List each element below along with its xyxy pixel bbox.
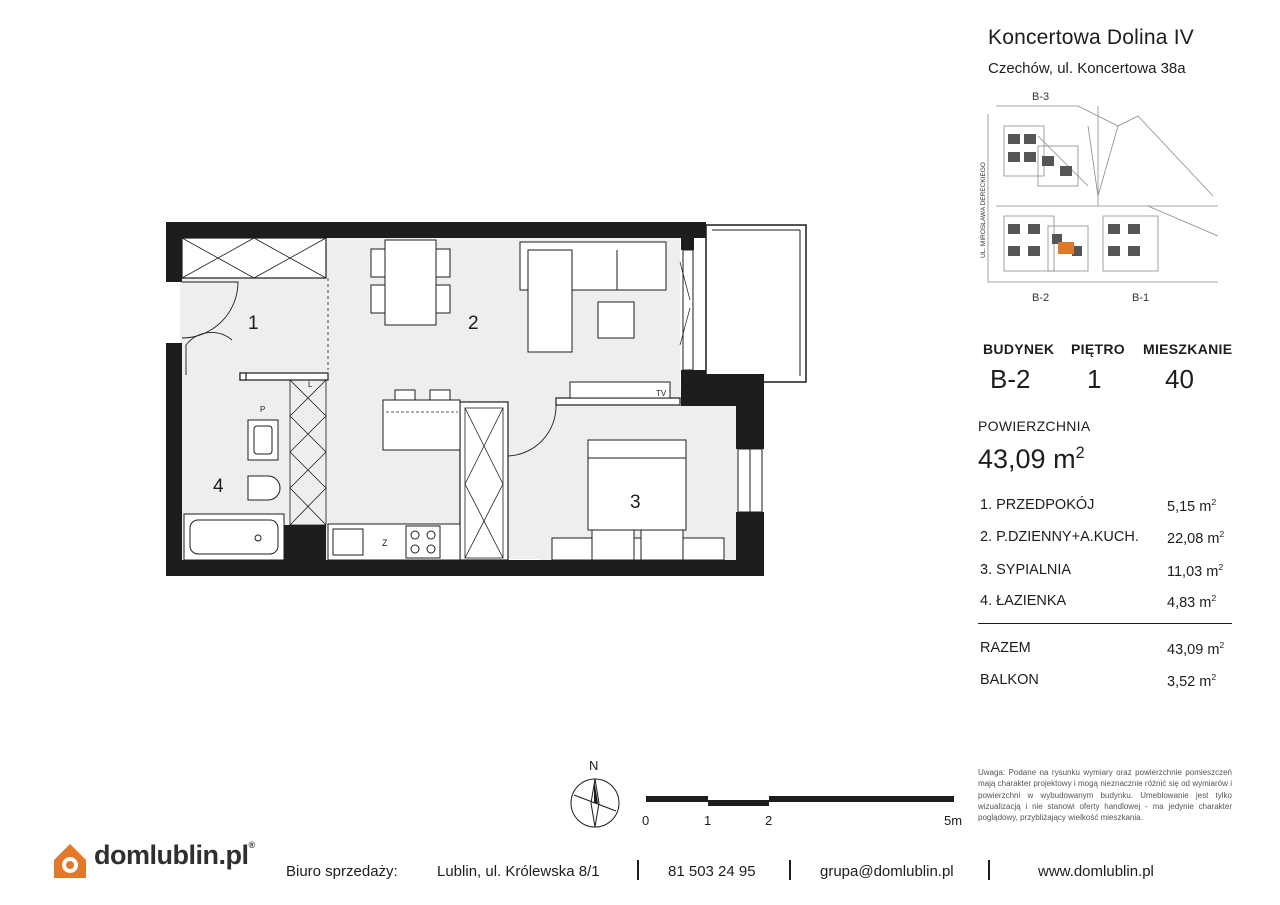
siteplan-label-b1: B-1 <box>1132 292 1150 304</box>
total-value: 43,09 $m^2$ <box>1167 640 1225 658</box>
room-4-area: 4,83 $m^2$ <box>1167 593 1217 611</box>
footer-separator <box>637 860 639 880</box>
room-label-4: 4 <box>213 476 224 497</box>
scale-label-0: 0 <box>642 813 650 828</box>
street-label: UL. MIROSŁAWA DERECKIEGO <box>980 162 987 258</box>
p-label: P <box>260 405 266 414</box>
floor-plan <box>160 215 820 585</box>
footer-separator <box>789 860 791 880</box>
disclaimer-note: Uwaga: Podane na rysunku wymiary oraz powierzchnie pomieszczeń mają charakter projektowy i mogą nieznacznie różnić się od wymiarów i powierzchni w wybudowanym budynku. Umeblowanie jest tylko wizualizacją i nie stanowi oferty handlowej - ma jedynie charakter poglądowy, przybliżający wielkość mieszkania. <box>978 768 1232 823</box>
scale-label-2: 2 <box>765 813 773 828</box>
scale-bar <box>640 792 960 808</box>
email-link[interactable]: grupa@domlublin.pl <box>820 863 954 880</box>
room-1-name: 1. PRZEDPOKÓJ <box>980 497 1095 513</box>
floor-header: PIĘTRO <box>1071 341 1125 357</box>
room-label-1: 1 <box>248 313 259 334</box>
balcony-value: 3,52 $m^2$ <box>1167 672 1217 690</box>
office-label: Biuro sprzedaży: <box>286 863 398 880</box>
siteplan-label-b3: B-3 <box>1032 91 1050 103</box>
compass-icon <box>568 755 624 831</box>
footer-separator <box>988 860 990 880</box>
room-2-area: 22,08 $m^2$ <box>1167 529 1225 547</box>
z-label: Z <box>382 538 388 548</box>
balcony <box>706 225 806 382</box>
site-plan <box>978 86 1222 306</box>
room-1-area: 5,15 $m^2$ <box>1167 497 1217 515</box>
total-name: RAZEM <box>980 640 1031 656</box>
room-4-name: 4. ŁAZIENKA <box>980 593 1067 609</box>
room-label-3: 3 <box>630 492 641 513</box>
balcony-name: BALKON <box>980 672 1039 688</box>
building-header: BUDYNEK <box>983 341 1055 357</box>
scale-label-5m: 5m <box>944 813 963 828</box>
office-address: Lublin, ul. Królewska 8/1 <box>437 863 600 880</box>
l-label: L <box>308 380 313 389</box>
area-header: POWIERZCHNIA <box>978 418 1091 434</box>
logo-text: domlublin.pl® <box>94 840 255 870</box>
compass-n: N <box>589 758 599 773</box>
house-logo-icon <box>50 840 90 880</box>
phone[interactable]: 81 503 24 95 <box>668 863 756 880</box>
tv-label: TV <box>656 389 667 398</box>
total-area: 43,09 $m^2$ <box>978 444 1085 474</box>
apartment-header: MIESZKANIE <box>1143 341 1233 357</box>
divider <box>978 623 1232 624</box>
project-title: Koncertowa Dolina IV <box>988 26 1194 49</box>
scale-label-1: 1 <box>704 813 712 828</box>
siteplan-label-b2: B-2 <box>1032 292 1050 304</box>
apartment-marker <box>1058 242 1074 254</box>
floor-value: 1 <box>1087 364 1102 394</box>
building-value: B-2 <box>990 364 1031 394</box>
website-link[interactable]: www.domlublin.pl <box>1038 863 1154 880</box>
project-address: Czechów, ul. Koncertowa 38a <box>988 60 1186 77</box>
apartment-value: 40 <box>1165 364 1194 394</box>
room-label-2: 2 <box>468 313 479 334</box>
room-3-name: 3. SYPIALNIA <box>980 562 1072 578</box>
room-3-area: 11,03 $m^2$ <box>1167 562 1224 580</box>
room-2-name: 2. P.DZIENNY+A.KUCH. <box>980 529 1139 545</box>
